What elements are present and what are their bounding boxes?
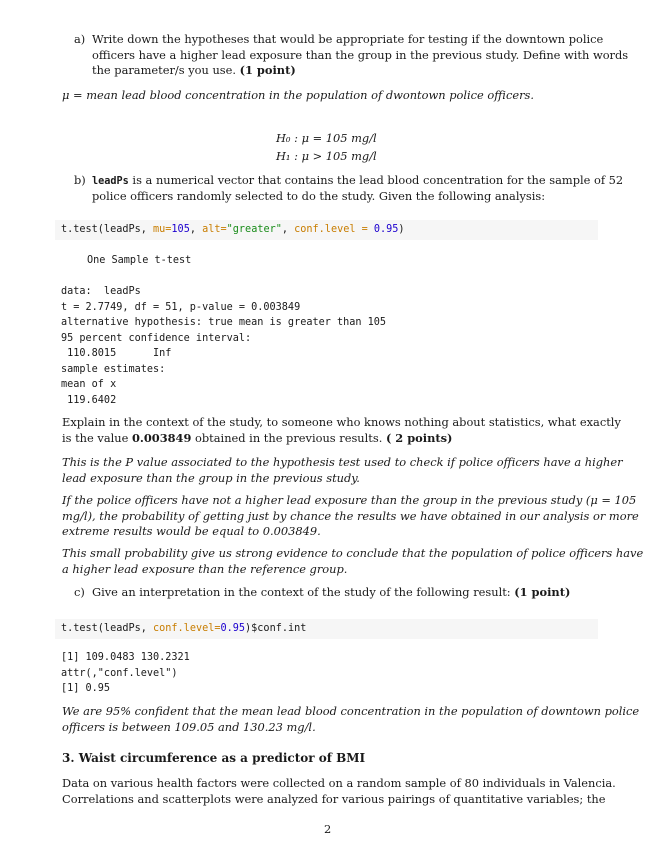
question-b-label: b)	[74, 173, 86, 187]
explain-points: ( 2 points)	[385, 430, 453, 445]
output-data-line: data: leadPs	[61, 286, 141, 297]
code-block-ttest	[55, 220, 598, 240]
output2-line-3: [1] 0.95	[61, 683, 111, 694]
output2-line-2: attr(,"conf.level")	[61, 667, 178, 679]
answer-3-line-2: a higher lead exposure than the reference group.	[62, 561, 348, 576]
output-mean-value: 119.6402	[61, 394, 117, 406]
question-a-line-1: Write down the hypotheses that would be appropriate for testing if the downtown police	[92, 32, 604, 46]
section-3-paragraph-line-2: Correlations and scatterplots were analyzed for various pairings of quantitative variables; the	[62, 791, 606, 806]
answer-2-line-3: extreme results would be equal to 0.003849.	[62, 524, 321, 538]
question-c-label: c)	[74, 585, 85, 599]
question-b-line-2: police officers randomly selected to do the study. Given the following analysis:	[92, 188, 546, 203]
answer-1-line-1: This is the P value associated to the hypothesis test used to check if police officers have a higher	[62, 455, 623, 469]
output-mean-label: mean of x	[61, 379, 117, 390]
code-line-confint: t.test(leadPs, conf.level=0.95)$conf.int	[61, 623, 307, 634]
question-c-points: (1 point)	[514, 585, 571, 599]
page-number: 2	[324, 822, 332, 836]
question-a-points: (1 point)	[239, 63, 296, 77]
answer-1-line-2: lead exposure than the group in the previous study.	[62, 470, 360, 485]
answer-3-line-1: This small probability give us strong evidence to conclude that the population of police officers have	[62, 546, 644, 560]
answer-4-line-2: officers is between 109.05 and 130.23 mg/l.	[62, 719, 316, 734]
output-est-label: sample estimates:	[61, 363, 166, 375]
answer-4-line-1: We are 95% confident that the mean lead blood concentration in the population of downtown police	[62, 704, 640, 718]
question-a-line-3: the parameter/s you use. (1 point)	[92, 63, 296, 77]
explain-line-2: is the value 0.003849 obtained in the previous results. ( 2 points)	[62, 430, 453, 445]
section-3-paragraph-line-1: Data on various health factors were collected on a random sample of 80 individuals in Valencia.	[62, 776, 616, 790]
section-3-title: 3. Waist circumference as a predictor of BMI	[62, 751, 366, 765]
explain-line-1: Explain in the context of the study, to someone who knows nothing about statistics, what exactly	[62, 415, 621, 429]
output-ci-values: 110.8015 Inf	[61, 348, 172, 359]
output-alt-line: alternative hypothesis: true mean is greater than 105	[61, 317, 387, 328]
output-ci-label: 95 percent confidence interval:	[61, 332, 252, 344]
code-block-confint	[55, 619, 598, 639]
code-word-leadps: leadPs	[92, 176, 129, 187]
question-b-line-1: leadPs is a numerical vector that contains the lead blood concentration for the sample of 52	[92, 173, 624, 187]
question-a-label: a)	[74, 32, 86, 46]
output-title: One Sample t-test	[87, 255, 192, 266]
code-line-ttest: t.test(leadPs, mu=105, alt="greater", conf.level = 0.95)	[61, 224, 405, 235]
null-hypothesis: H₀ : μ = 105 mg/l	[276, 131, 377, 145]
answer-2-line-2: mg/l), the probability of getting just by chance the results we have obtained in our analysis or more	[62, 508, 639, 523]
question-a-line-2: officers have a higher lead exposure than the group in the previous study. Define with words	[92, 47, 629, 62]
alternative-hypothesis: H₁ : μ > 105 mg/l	[276, 149, 377, 163]
parameter-definition: μ = mean lead blood concentration in the population of dwontown police officers.	[62, 88, 534, 102]
output-stat-line: t = 2.7749, df = 51, p-value = 0.003849	[61, 301, 301, 313]
output2-line-1: [1] 109.0483 130.2321	[61, 652, 190, 663]
answer-2-line-1: If the police officers have not a higher lead exposure than the group in the previous study (μ = 105	[62, 493, 637, 507]
question-c-text: Give an interpretation in the context of the study of the following result: (1 point)	[92, 585, 571, 599]
explain-value: 0.003849	[131, 430, 192, 445]
